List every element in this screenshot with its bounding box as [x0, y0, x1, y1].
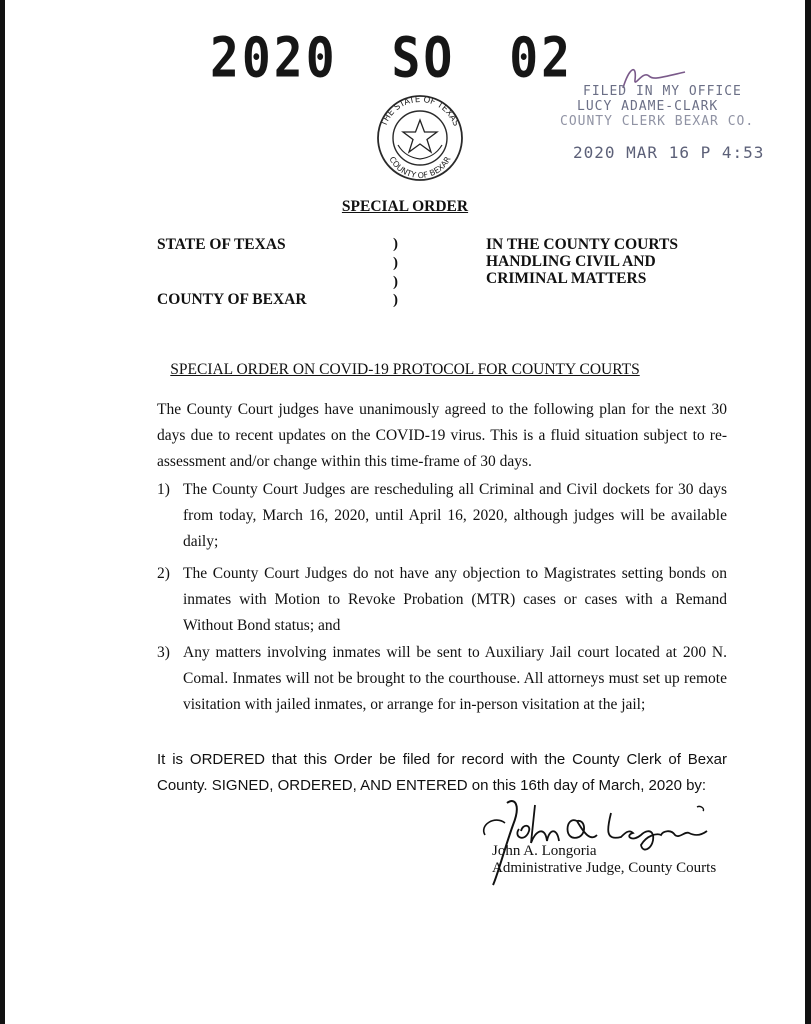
signer-name: John A. Longoria: [492, 843, 597, 859]
stamp-line-clerk-name: LUCY ADAME-CLARK: [577, 99, 719, 114]
stamp-date: 2020 MAR 16 P 4:53: [573, 143, 765, 162]
stamp-line-county: COUNTY CLERK BEXAR CO.: [560, 114, 755, 129]
page-title: SPECIAL ORDER: [341, 198, 469, 215]
list-item-number: 1): [157, 481, 170, 498]
signer-title: Administrative Judge, County Courts: [492, 860, 717, 876]
caption-county: COUNTY OF BEXAR: [157, 291, 307, 308]
list-item: [157, 640, 727, 718]
stamp-line-filed: FILED IN MY OFFICE: [583, 84, 742, 99]
caption-paren: ): [393, 274, 398, 290]
list-item-text: The County Court Judges do not have any objection to Magistrates setting bonds on inmates with Motion to Revoke Probation (MTR) cases or cases with a Remand Without Bond status; and: [183, 565, 727, 634]
ordered-paragraph: It is ORDERED that this Order be filed for record with the County Clerk of Bexar County. SIGNED, ORDERED, AND ENTERED on this 16th day of March, 2020 by:: [157, 751, 727, 794]
list-item-number: 3): [157, 644, 170, 661]
list-item: [157, 477, 727, 555]
caption-court: [486, 236, 678, 287]
list-item-text: The County Court Judges are rescheduling all Criminal and Civil dockets for 30 days from today, March 16, 2020, until April 16, 2020, although judges will be available daily;: [183, 481, 727, 550]
caption-paren: ): [393, 292, 398, 308]
list-item-text: Any matters involving inmates will be sent to Auxiliary Jail court located at 200 N. Comal. Inmates will not be brought to the courthouse. All attorneys must set up remote visitation with jailed inmates, or arrange for in-person visitation at the jail;: [183, 644, 727, 713]
document-number: 2020 SO 02: [210, 26, 573, 91]
document-page: [5, 0, 805, 1024]
caption-court-line: CRIMINAL MATTERS: [486, 270, 647, 287]
caption-paren: ): [393, 236, 398, 252]
caption-state: STATE OF TEXAS: [157, 236, 286, 253]
list-item-number: 2): [157, 565, 170, 582]
list-item: [157, 561, 727, 639]
seal-top-text: THE STATE OF TEXAS: [379, 95, 461, 128]
seal-bottom-text: COUNTY OF BEXAR: [387, 155, 453, 181]
caption-paren: ): [393, 255, 398, 271]
order-subtitle: SPECIAL ORDER ON COVID-19 PROTOCOL FOR COUNTY COURTS: [170, 361, 640, 378]
caption-court-line: HANDLING CIVIL AND: [486, 253, 656, 270]
intro-paragraph: The County Court judges have unanimously agreed to the following plan for the next 30 days due to recent updates on the COVID-19 virus. This is a fluid situation subject to re-assessment and/or change within this time-frame of 30 days.: [157, 401, 727, 470]
county-seal-icon: [370, 95, 470, 181]
caption-court-line: IN THE COUNTY COURTS: [486, 236, 678, 253]
